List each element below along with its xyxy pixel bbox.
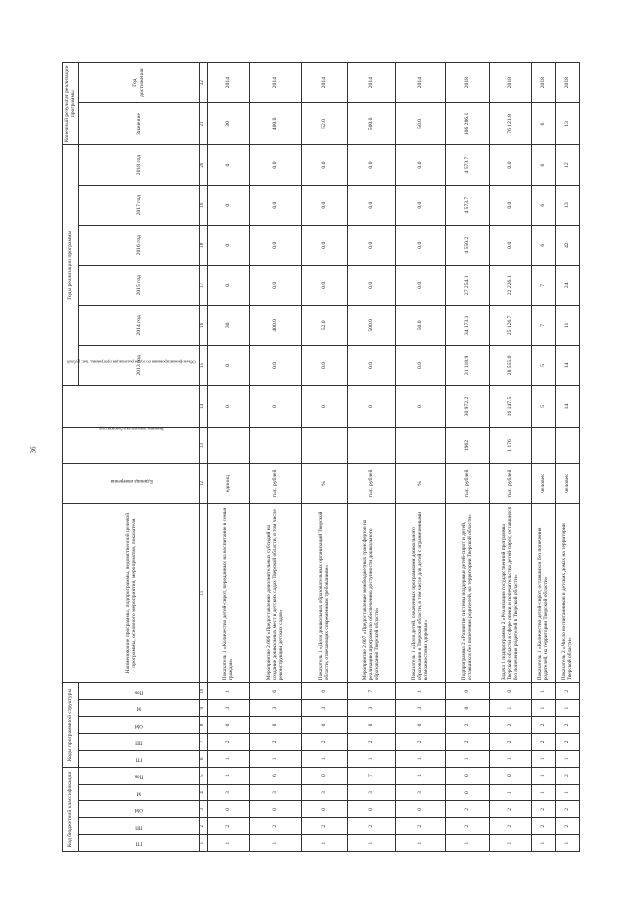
base-value-cell — [395, 428, 445, 464]
program-code-cell: 2 — [445, 733, 489, 750]
budget-code-cell: 0 — [207, 801, 249, 818]
base-value-cell: 1962 — [445, 428, 489, 464]
program-code-cell: 0 — [395, 717, 445, 734]
year-value-cell: 0 — [207, 345, 249, 385]
year-value-cell: 30 — [207, 305, 249, 345]
final-year-cell: 2014 — [207, 63, 249, 103]
program-code-cell: 3 — [249, 700, 301, 717]
program-code-cell: 6 — [249, 683, 301, 700]
budget-code-cell: 1 — [207, 835, 249, 852]
year-value-cell: 0.0 — [395, 185, 445, 225]
year-value-cell: 14 — [555, 345, 579, 385]
year-value-cell: 31 118.9 — [445, 345, 489, 385]
final-value-cell: 500.0 — [347, 103, 395, 145]
total-cell: 0 — [249, 385, 301, 427]
final-year-cell: 2014 — [347, 63, 395, 103]
program-code-cell: 1 — [489, 750, 531, 767]
base-value-cell — [249, 428, 301, 464]
total-cell: 0 — [347, 385, 395, 427]
program-code-cell: 0 — [445, 700, 489, 717]
program-code-cell: 0 — [489, 683, 531, 700]
program-code-cell: 2 — [347, 733, 395, 750]
column-index-cell: 18 — [199, 225, 207, 265]
program-code-cell: 2 — [395, 733, 445, 750]
column-index-cell: 20 — [199, 145, 207, 185]
budget-code-cell: 2 — [555, 818, 579, 835]
budget-code-cell: 1 — [301, 835, 347, 852]
unit-cell: % — [395, 463, 445, 503]
year-value-cell: 0 — [207, 185, 249, 225]
program-code-cell: 2 — [489, 717, 531, 734]
item-name-cell: Подпрограмма 2 «Развитие системы поддержки детей-сирот и детей, оставшихся без попечения родителей, на территории Тверской области» — [445, 504, 489, 683]
final-header: Конечный результат реализации программы — [63, 63, 79, 146]
year-value-cell: 400.0 — [249, 305, 301, 345]
program-code-cell: 1 — [555, 700, 579, 717]
year-value-cell: 500.0 — [347, 305, 395, 345]
table-row — [531, 63, 555, 852]
column-index-cell: 5 — [199, 767, 207, 784]
final-value-cell: 30 — [207, 103, 249, 145]
base-value-cell — [207, 428, 249, 464]
program-code-cell: 2 — [445, 717, 489, 734]
program-code-cell: 1 — [531, 750, 555, 767]
year-value-cell: 0.0 — [301, 225, 347, 265]
budget-code-cell: 2 — [531, 818, 555, 835]
prog-col-4: М — [78, 700, 199, 717]
table-row — [301, 63, 347, 852]
final-value-header: Значение — [78, 103, 199, 145]
table-row — [347, 63, 395, 852]
year-value-cell: 4 550.2 — [445, 225, 489, 265]
final-year-cell: 2014 — [301, 63, 347, 103]
prog-col-2: ПП — [78, 733, 199, 750]
item-name-cell: Задача 1 подпрограммы 2 «Реализация государственной программы Тверской области в сфере опеки и попечительства детей-сирот, оставшихся без попечения родителей в Тверской области» — [489, 504, 531, 683]
budget-code-cell: 2 — [489, 818, 531, 835]
unit-cell: тыс. рублей — [445, 463, 489, 503]
budget-code-cell: 2 — [301, 818, 347, 835]
budget-code-cell: 3 — [207, 784, 249, 801]
program-code-cell: 0 — [301, 717, 347, 734]
code-col-4: М — [78, 784, 199, 801]
column-index-cell: 21 — [199, 103, 207, 145]
program-code-cell: 0 — [301, 683, 347, 700]
year-value-cell: 7 — [531, 305, 555, 345]
col-total-header: Объем финансирования по годам реализации программы, тыс. рублей — [63, 385, 200, 427]
code-col-2: ПП — [78, 818, 199, 835]
rotated-page — [62, 62, 574, 852]
year-value-cell: 5 — [531, 345, 555, 385]
year-value-cell: 52.0 — [301, 305, 347, 345]
program-code-cell: 2 — [301, 733, 347, 750]
year-2014-header: 2014 год — [78, 305, 199, 345]
program-code-cell: 0 — [445, 683, 489, 700]
year-value-cell: 12 — [555, 145, 579, 185]
final-year-cell: 2018 — [445, 63, 489, 103]
year-value-cell: 0.0 — [249, 145, 301, 185]
column-index-cell: 12 — [199, 463, 207, 503]
unit-cell: единиц — [207, 463, 249, 503]
year-value-cell: 0.0 — [249, 345, 301, 385]
budget-code-cell: 1 — [531, 835, 555, 852]
budget-code-cell: 1 — [445, 835, 489, 852]
table-row — [395, 63, 445, 852]
year-value-cell: 0.0 — [301, 345, 347, 385]
year-value-cell: 0.0 — [347, 145, 395, 185]
budget-code-cell: 0 — [445, 767, 489, 784]
year-value-cell: 0.0 — [249, 265, 301, 305]
budget-code-cell: 2 — [489, 801, 531, 818]
year-value-cell: 0.0 — [395, 265, 445, 305]
budget-code-cell: 1 — [531, 767, 555, 784]
table-row — [489, 63, 531, 852]
year-value-cell: 0.0 — [249, 225, 301, 265]
year-2013-header: 2013 год — [78, 345, 199, 385]
budget-code-cell: 1 — [395, 767, 445, 784]
program-code-cell: 0 — [249, 717, 301, 734]
budget-code-cell: 2 — [347, 818, 395, 835]
total-cell: 14 — [555, 385, 579, 427]
program-code-cell: 0 — [207, 717, 249, 734]
code-col-5: Пок — [78, 767, 199, 784]
program-code-cell: 7 — [347, 683, 395, 700]
year-value-cell: 0.0 — [489, 185, 531, 225]
year-value-cell: 28 555.0 — [489, 345, 531, 385]
year-value-cell: 13 — [555, 185, 579, 225]
year-value-cell: 0.0 — [347, 345, 395, 385]
base-value-cell — [555, 428, 579, 464]
year-value-cell: 6 — [531, 225, 555, 265]
item-name-cell: Показатель 1 «Доля детей, охваченных программами дошкольного образования в Тверской области, в том числе для детей с ограниченными возможностями здоровья» — [395, 504, 445, 683]
year-value-cell: 0.0 — [347, 265, 395, 305]
table-row — [249, 63, 301, 852]
year-value-cell: 0.0 — [347, 185, 395, 225]
total-cell: 0 — [207, 385, 249, 427]
col-unit-header: Единица измерения — [63, 463, 200, 503]
final-value-cell: 52.0 — [301, 103, 347, 145]
final-year-cell: 2014 — [249, 63, 301, 103]
final-value-cell: 106 286.1 — [445, 103, 489, 145]
budget-code-cell: 0 — [445, 784, 489, 801]
final-year-cell: 2018 — [531, 63, 555, 103]
total-cell: 5 — [531, 385, 555, 427]
table-row — [555, 63, 579, 852]
budget-code-cell: 1 — [489, 835, 531, 852]
table-row — [207, 63, 249, 852]
column-index-cell: 10 — [199, 683, 207, 700]
column-index-cell: 14 — [199, 385, 207, 427]
column-index-cell: 9 — [199, 700, 207, 717]
year-value-cell: 0.0 — [301, 145, 347, 185]
program-code-cell: 2 — [555, 717, 579, 734]
unit-cell: человек — [555, 463, 579, 503]
budget-code-cell: 1 — [347, 835, 395, 852]
year-value-cell: 0.0 — [347, 225, 395, 265]
year-value-cell: 4 573.7 — [445, 145, 489, 185]
years-header: Годы реализации программы — [63, 145, 79, 385]
budget-code-cell: 1 — [207, 767, 249, 784]
year-value-cell: 0 — [207, 265, 249, 305]
column-index-cell: 2 — [199, 818, 207, 835]
final-year-header: Год достижения — [78, 63, 199, 103]
budget-code-cell: 1 — [395, 835, 445, 852]
code-col-1: ГП — [78, 835, 199, 852]
final-value-cell: 50.0 — [395, 103, 445, 145]
year-value-cell: 6 — [531, 185, 555, 225]
program-code-cell: 1 — [489, 700, 531, 717]
budget-code-cell: 2 — [445, 818, 489, 835]
year-value-cell: 0.0 — [489, 145, 531, 185]
unit-cell: тыс. рублей — [249, 463, 301, 503]
program-code-cell: 1 — [395, 750, 445, 767]
column-index-cell: 17 — [199, 265, 207, 305]
budget-code-cell: 2 — [555, 801, 579, 818]
program-code-cell: 1 — [445, 750, 489, 767]
column-index-cell: 7 — [199, 733, 207, 750]
unit-cell: % — [301, 463, 347, 503]
final-value-cell: 400.0 — [249, 103, 301, 145]
col-name-header: Наименование программы, подпрограммы, ведомственной целевой программы, основного мероприятия, мероприятия, показателя — [63, 504, 200, 683]
program-code-cell: 1 — [301, 750, 347, 767]
program-code-cell: 1 — [555, 750, 579, 767]
budget-code-cell: 1 — [531, 784, 555, 801]
year-value-cell: 7 — [531, 265, 555, 305]
year-value-cell: 25 126.7 — [489, 305, 531, 345]
total-cell: 30 972.2 — [445, 385, 489, 427]
year-value-cell: 42 — [555, 225, 579, 265]
total-cell: 0 — [395, 385, 445, 427]
column-index-cell: 11 — [199, 504, 207, 683]
final-value-cell: 13 — [555, 103, 579, 145]
unit-cell: тыс. рублей — [489, 463, 531, 503]
budget-code-cell: 3 — [395, 784, 445, 801]
program-code-cell: 3 — [395, 700, 445, 717]
column-index-cell: 8 — [199, 717, 207, 734]
year-2018-header: 2018 год — [78, 145, 199, 185]
final-year-cell: 2018 — [489, 63, 531, 103]
program-code-cell: 3 — [347, 700, 395, 717]
program-code-cell: 1 — [249, 750, 301, 767]
final-year-cell: 2018 — [555, 63, 579, 103]
year-value-cell: 0.0 — [301, 185, 347, 225]
year-value-cell: 27 254.1 — [445, 265, 489, 305]
program-code-cell: 1 — [207, 683, 249, 700]
program-code-cell: 2 — [555, 733, 579, 750]
program-code-cell: 2 — [249, 733, 301, 750]
program-code-cell: 2 — [531, 717, 555, 734]
column-index-cell: 6 — [199, 750, 207, 767]
column-index-cell: 1 — [199, 835, 207, 852]
program-code-cell: 1 — [531, 683, 555, 700]
column-index-cell: 16 — [199, 305, 207, 345]
column-index-cell: 13 — [199, 428, 207, 464]
year-value-cell: 4 573.7 — [445, 185, 489, 225]
year-2016-header: 2016 год — [78, 225, 199, 265]
budget-code-cell: 2 — [445, 801, 489, 818]
program-table — [62, 62, 580, 852]
program-code-cell: 3 — [301, 700, 347, 717]
year-2015-header: 2015 год — [78, 265, 199, 305]
program-code-cell: 1 — [207, 750, 249, 767]
column-index-cell: 19 — [199, 185, 207, 225]
year-value-cell: 0.0 — [249, 185, 301, 225]
program-code-cell: 1 — [347, 750, 395, 767]
budget-code-cell: 3 — [301, 784, 347, 801]
program-code-cell: 1 — [395, 683, 445, 700]
column-index-cell: 15 — [199, 345, 207, 385]
unit-cell: тыс. рублей — [347, 463, 395, 503]
table-body — [207, 63, 579, 852]
program-code-cell: 0 — [347, 717, 395, 734]
budget-code-cell: 0 — [489, 767, 531, 784]
item-name-cell: Показатель 2 «Число воспитанников в детских домах на территории Тверской области» — [555, 504, 579, 683]
year-value-cell: 0.0 — [395, 225, 445, 265]
page-number: 36 — [29, 446, 38, 454]
base-value-cell: 1 176 — [489, 428, 531, 464]
final-value-cell: 76 121.8 — [489, 103, 531, 145]
column-index-cell: 22 — [199, 63, 207, 103]
year-value-cell: 0.0 — [395, 345, 445, 385]
prog-col-3: ОМ — [78, 717, 199, 734]
budget-code-cell: 2 — [207, 818, 249, 835]
budget-code-cell: 2 — [531, 801, 555, 818]
item-name-cell: Мероприятие 2.007 «Предоставление межбюджетных трансфертов на реализацию программ по обеспечению доступности дошкольного образования Тверской области» — [347, 504, 395, 683]
year-value-cell: 0.0 — [301, 265, 347, 305]
year-value-cell: 0 — [207, 145, 249, 185]
budget-code-cell: 0 — [301, 767, 347, 784]
prog-col-5: Пок — [78, 683, 199, 700]
budget-code-header: Код бюджетной классификации — [63, 767, 79, 851]
final-year-cell: 2014 — [395, 63, 445, 103]
total-cell: 0 — [301, 385, 347, 427]
final-value-cell: 6 — [531, 103, 555, 145]
column-index-cell: 3 — [199, 801, 207, 818]
item-name-cell: Показатель 1 «Количество детей-сирот, оставшихся без попечения родителей, на территории Тверской области» — [531, 504, 555, 683]
item-name-cell: Мероприятие 2.006 «Предоставление дополнительных субсидий на создание дошкольных мест в детских садах Тверской области, в том числе реконструкции детских садов» — [249, 504, 301, 683]
year-value-cell: 0.0 — [489, 225, 531, 265]
budget-code-cell: 0 — [301, 801, 347, 818]
budget-code-cell: 7 — [347, 767, 395, 784]
budget-code-cell: 3 — [249, 784, 301, 801]
column-index-cell: 4 — [199, 784, 207, 801]
prog-col-1: ГП — [78, 750, 199, 767]
col-base-header: Значение показателя в базовом году — [63, 428, 200, 464]
document-table-wrapper — [62, 62, 574, 852]
budget-code-cell: 2 — [555, 767, 579, 784]
year-value-cell: 22 226.1 — [489, 265, 531, 305]
year-value-cell: 50.0 — [395, 305, 445, 345]
budget-code-cell: 0 — [395, 801, 445, 818]
program-code-cell: 2 — [531, 733, 555, 750]
year-value-cell: 0 — [207, 225, 249, 265]
year-value-cell: 24 — [555, 265, 579, 305]
unit-cell: человек — [531, 463, 555, 503]
budget-code-cell: 2 — [395, 818, 445, 835]
year-value-cell: 0.0 — [395, 145, 445, 185]
budget-code-cell: 0 — [249, 801, 301, 818]
budget-code-cell: 0 — [347, 801, 395, 818]
budget-code-cell: 1 — [489, 784, 531, 801]
column-index-row — [199, 63, 207, 852]
item-name-cell: Показатель 1 «Количество детей-сирот, переданных на воспитание в семьи граждан» — [207, 504, 249, 683]
budget-code-cell: 1 — [249, 835, 301, 852]
total-cell: 16 147.5 — [489, 385, 531, 427]
base-value-cell — [347, 428, 395, 464]
year-value-cell: 11 — [555, 305, 579, 345]
budget-code-cell: 6 — [249, 767, 301, 784]
program-code-cell: 2 — [555, 683, 579, 700]
base-value-cell — [531, 428, 555, 464]
program-code-cell: 2 — [207, 733, 249, 750]
budget-code-cell: 2 — [249, 818, 301, 835]
budget-code-cell: 1 — [555, 835, 579, 852]
item-name-cell: Показатель 1 «Доля дошкольных образовательных организаций Тверской области, отвечающих современным требованиям» — [301, 504, 347, 683]
code-col-3: ОМ — [78, 801, 199, 818]
program-code-cell: 3 — [207, 700, 249, 717]
budget-code-cell: 3 — [347, 784, 395, 801]
year-2017-header: 2017 год — [78, 185, 199, 225]
year-value-cell: 34 173.1 — [445, 305, 489, 345]
program-code-header: Коды программной структуры — [63, 683, 79, 767]
program-code-cell: 2 — [489, 733, 531, 750]
program-code-cell: 1 — [531, 700, 555, 717]
year-value-cell: 6 — [531, 145, 555, 185]
budget-code-cell: 1 — [555, 784, 579, 801]
table-row — [445, 63, 489, 852]
base-value-cell — [301, 428, 347, 464]
